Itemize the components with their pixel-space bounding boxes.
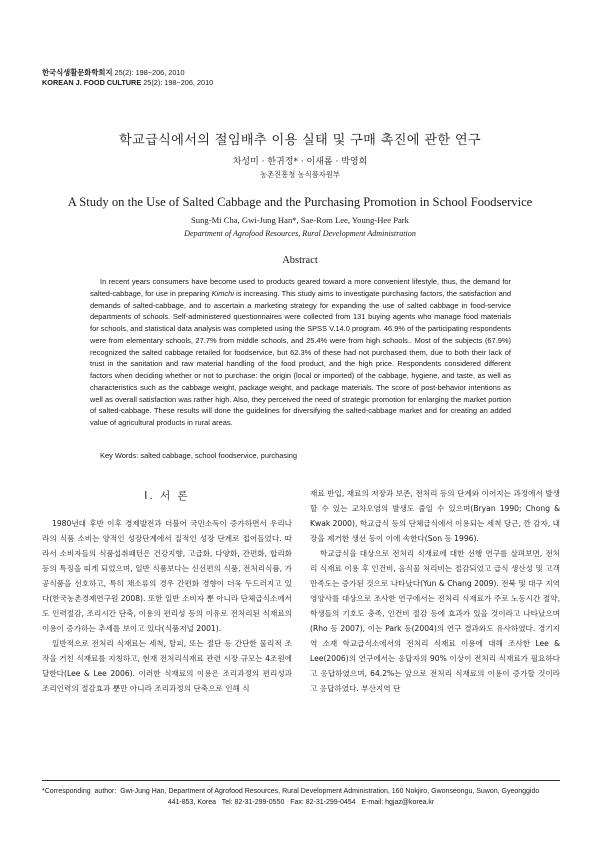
corresponding-author-footnote: [42, 786, 560, 808]
english-title: A Study on the Use of Salted Cabbage and the Purchasing Promotion in School Foodservice: [67, 195, 533, 209]
footnote-divider: [42, 780, 560, 781]
paragraph: 학교급식을 대상으로 전처리 식재료에 대한 선행 연구를 살펴보면, 전처리 식재료 이용 후 인건비, 음식물 처리비는 절감되었고 급식 생산성 및 고객 만족도는 증가된 것으로 나타났다(Yun & Chang 2009). 전북 및 대구 지역 영양사를 대상으로 조사한 연구에서는 전처리 식재료가 주로 노동시간 절약, 학생들의 기호도 충족, 인건비 절감 등에 효과가 있을 것이라고 나타났으며(Rho 등 2007), 이는 Park 등(2004)의 연구 결과와도 유사하였다. 경기지역 소재 학교급식소에서의 전처리 식재료 이용에 대해 조사한 Lee & Lee(2006)의 연구에서는 응답자의 90% 이상이 전처리 식재료가 필요하다고 응답하였으며, 64.2%는 앞으로 전처리 식재료의 이용이 증가할 것이라고 응답하였다. 부산지역 단: [310, 549, 560, 693]
footnote-line: 441-853, Korea Tel: 82-31-299-0550 Fax: 82-31-299-0454 E-mail: hgjaz@korea.kr: [167, 799, 435, 806]
journal-ref: 25(2): 198~206, 2010: [143, 78, 214, 87]
korean-affiliation: 농촌진흥청 농식품자원부: [260, 170, 340, 179]
abstract-text: In recent years consumers have become used to products geared toward a more convenient lifestyle, thus, the demand for salted-cabbage, for use in preparing: [90, 277, 511, 298]
keywords: Key Words: salted cabbage, school foodservice, purchasing: [100, 451, 298, 460]
footnote-line: *Corresponding author: Gwi-Jung Han, Department of Agrofood Resources, Rural Development Administration, 160 Nokjiro, Gwonseongu, Suwon, Gyeonggido: [42, 788, 540, 795]
paragraph: 재료 반입, 재료의 저장과 보존, 전처리 등의 단계와 이어지는 과정에서 발생할 수 있는 교차오염의 발생도 줄일 수 있으며(Bryan 1990; Chong & Kwak 2000), 학교급식 등의 단체급식에서 이용되는 세척 당근, 깐 감자, 내장을 제거한 생선 등이 이에 속한다(Son 등 1996).: [310, 489, 560, 543]
journal-header: [42, 68, 213, 88]
journal-name-english: KOREAN J. FOOD CULTURE: [42, 78, 142, 87]
abstract-italic-term: Kimchi: [211, 288, 234, 298]
abstract-heading: Abstract: [282, 255, 318, 266]
paragraph: 1980년대 후반 이후 경제발전과 더불어 국민소득이 증가하면서 우리나라의 식품 소비는 양적인 성장단계에서 질적인 성장 단계로 접어들었다. 따라서 소비자들의 식품섭취패턴은 건강지향, 고급화, 다양화, 간편화, 합리화 등의 특징을 띠게 되었으며, 일반 식품보다는 신선편의 식품, 전처리식품, 가공식품을 선호하고, 특히 채소류의 경우 간편화 경향이 더욱 두드러지고 있다(한국농촌경제연구원 2008). 또한 일반 소비자 뿐 아니라 단체급식소에서도 인력절감, 조리시간 단축, 이용의 편리성 등의 이유로 전처리된 식재료의 이용이 증가하는 추세를 보이고 있다(식품저널 2001).: [42, 519, 292, 633]
section-heading-introduction: I. 서 론: [144, 490, 190, 502]
body-column-right: [310, 486, 560, 696]
abstract-body: [90, 276, 511, 429]
abstract-text: is increasing. This study aims to investigate purchasing factors, the satisfaction and demands of salted-cabbage, and to ascertain a marketing strategy for expanding the use of salted cabbage in food-service departments of schools. Self-administered questionnaires were collected from 131 buying agents who manage food materials for schools, and statistical data analysis was completed using the SPSS V.14.0 program. 46.9% of the participating respondents were from elementary schools, 27.7% from middle schools, and 25.4% were from high schools.. Most of the subjects (67.9%) recognized the salted cabbage retailed for foodservice, but 62.3% of these had not purchased them, due to both their lack of trust in the sanitation and raw material handling of the food product, and the high price. Respondents considered different factors when deciding whether or not to purchase: the origin (local or imported) of the cabbage, hygiene, and taste, as well as characteristics such as the cabbage weight, package weight, and package materials. The score of post-behavior intentions as well as overall satisfaction was rather high. Also, they perceived the need of strategic promotion for enlarging the market portion of salted-cabbage. These results will done the guidelines for diversifying the salted-cabbage market and for creating an added value of agricultural products in rural areas.: [90, 288, 511, 427]
paragraph: 일반적으로 전처리 식재료는 세척, 탈피, 또는 절단 등 간단한 물리적 조작을 거친 식재료를 지칭하고, 현재 전처리식재료 관련 시장 규모는 4조원에 달한다(Lee & Lee 2006). 이러한 식재료의 이용은 조리과정의 편리성과 조리인력의 절감효과 뿐만 아니라 조리과정의 단축으로 인해 식: [42, 639, 292, 693]
journal-ref: 25(2): 198~206, 2010: [114, 68, 185, 77]
english-affiliation: Department of Agrofood Resources, Rural Development Administration: [184, 229, 416, 238]
body-column-left: [42, 516, 292, 696]
journal-line-english: [42, 78, 213, 88]
journal-name-korean: 한국식생활문화학회지: [42, 68, 113, 77]
korean-authors: 차성미 · 한귀정* · 이새롬 · 박영희: [232, 157, 368, 167]
english-authors: Sung-Mi Cha, Gwi-Jung Han*, Sae-Rom Lee, Young-Hee Park: [191, 215, 409, 225]
journal-line-korean: [42, 68, 213, 78]
korean-title: 학교급식에서의 절임배추 이용 실태 및 구매 촉진에 관한 연구: [119, 133, 481, 148]
